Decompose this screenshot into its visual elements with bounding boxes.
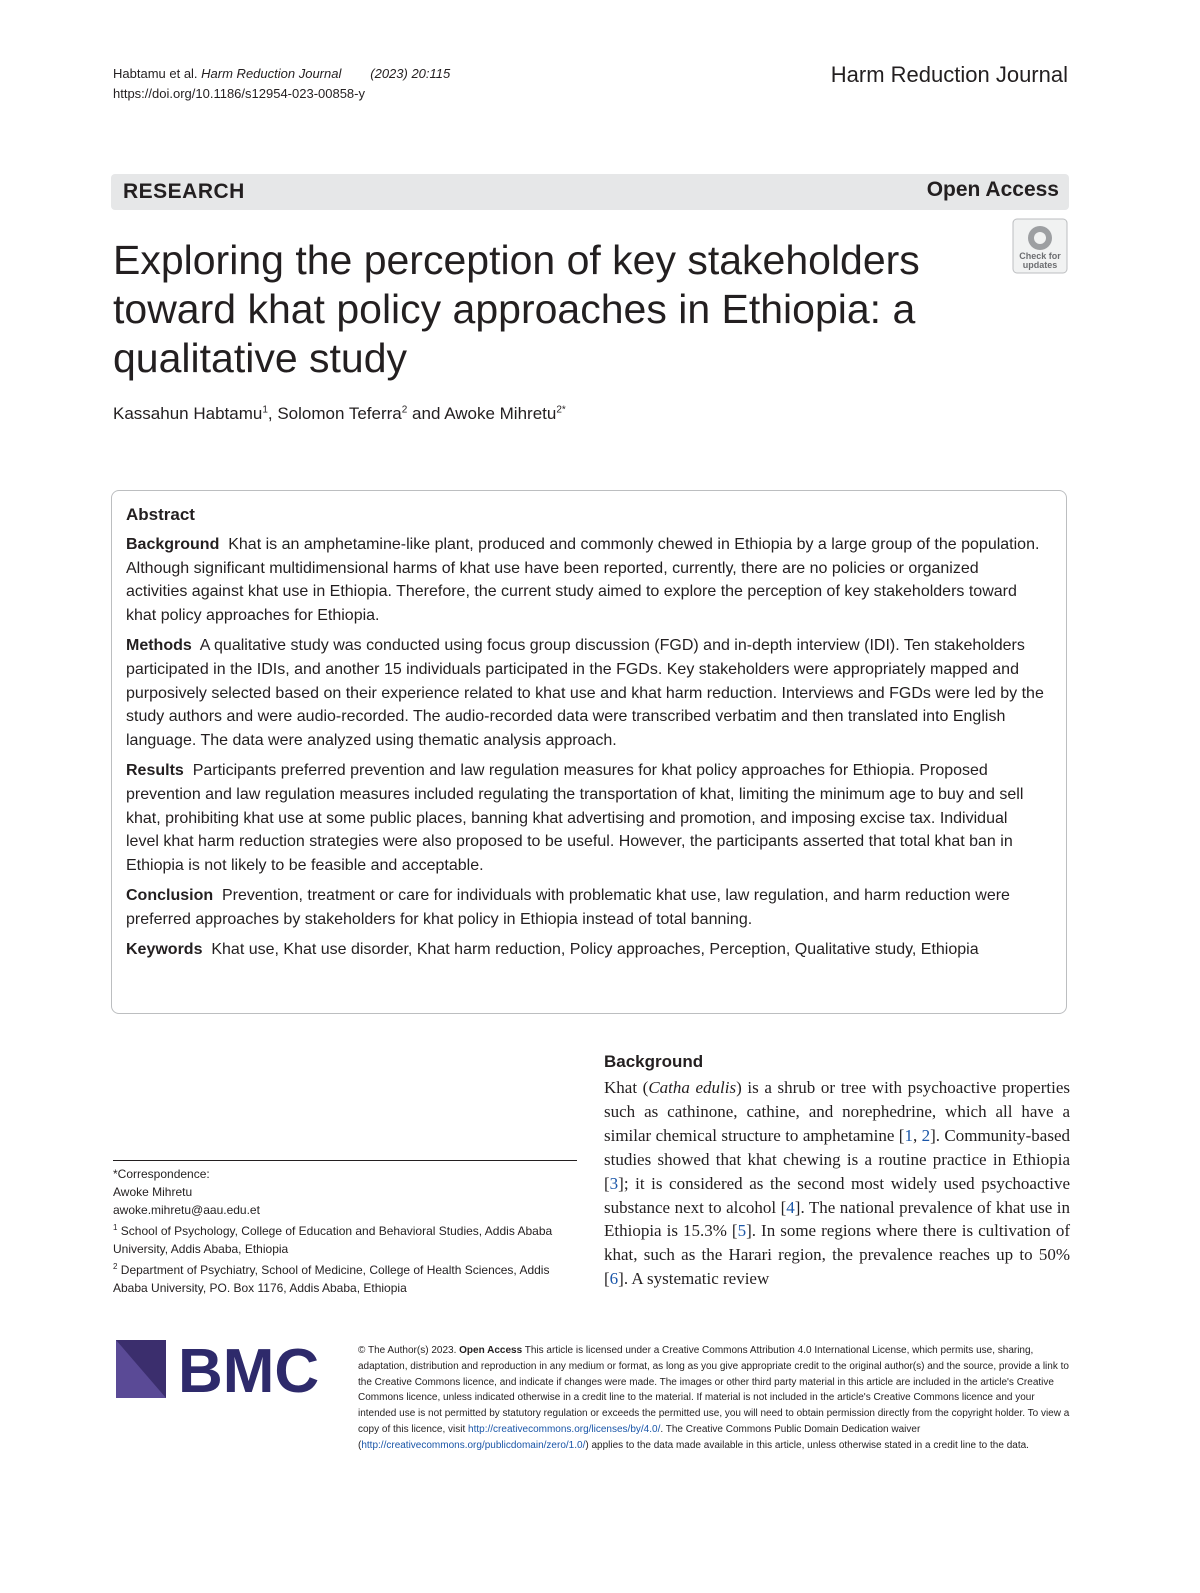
citation-link[interactable]: 5 xyxy=(737,1221,747,1241)
section-heading-background: Background xyxy=(604,1052,704,1071)
citation-link[interactable]: 4 xyxy=(786,1197,795,1217)
citation-year-volume: (2023) 20:115 xyxy=(370,66,451,81)
correspondence-name: Awoke Mihretu xyxy=(113,1185,193,1199)
abstract-methods xyxy=(126,634,1044,753)
body-text: ]. In some regions where there is cultivation of khat, such as the Harari region, the prevalence reaches up to 50% [ xyxy=(604,1221,1070,1289)
correspondence-block xyxy=(113,1160,577,1297)
section-text: A qualitative study was conducted using focus group discussion (FGD) and in-depth interview (IDI). Ten stakeholders participated in the IDIs, and another 15 individuals participated in the FGDs. Key stakeholders were appropriately mapped and purposively selected based on their experience related to khat use and khat harm reduction. Interviews and FGDs were led by the study authors and were audio-recorded. The audio-recorded data were transcribed verbatim and then translated into English language. The data were analyzed using thematic analysis approach. xyxy=(126,636,1044,750)
copyright-text: © The Author(s) 2023. xyxy=(358,1345,457,1356)
body-text: ]. A systematic review xyxy=(618,1269,770,1289)
citation-authors: Habtamu et al. xyxy=(113,66,198,81)
article-type-banner xyxy=(111,174,1069,210)
citation-line xyxy=(113,64,450,84)
correspondence-label: *Correspondence: xyxy=(113,1167,210,1181)
affiliation-1 xyxy=(113,1219,577,1258)
affiliation-marker: 2 xyxy=(113,1262,118,1271)
body-text: , xyxy=(912,1125,922,1145)
journal-name: Harm Reduction Journal xyxy=(830,62,1068,87)
license-link[interactable]: http://creativecommons.org/licenses/by/4.0/ xyxy=(468,1423,661,1435)
citation-link[interactable]: 1 xyxy=(904,1125,913,1145)
check-for-updates-icon[interactable] xyxy=(1012,218,1068,274)
background-paragraph xyxy=(604,1076,1070,1291)
section-label: Results xyxy=(126,761,184,779)
affiliation-2 xyxy=(113,1258,577,1297)
section-label: Keywords xyxy=(126,940,203,958)
affiliation-marker: 2 xyxy=(401,404,408,416)
affiliation-marker: 1 xyxy=(262,404,268,416)
publisher-logo-text: BMC xyxy=(178,1340,320,1398)
article-title: Exploring the perception of key stakeholders toward khat policy approaches in Ethiopia: a qualitative study xyxy=(113,237,920,381)
citation-header xyxy=(113,64,450,104)
license-notice xyxy=(358,1343,1070,1454)
citation-link[interactable]: 6 xyxy=(609,1269,619,1289)
article-type-label: RESEARCH xyxy=(123,180,245,203)
abstract-heading: Abstract xyxy=(126,505,195,524)
citation-journal: Harm Reduction Journal xyxy=(201,66,342,81)
affiliation-text: School of Psychology, College of Education and Behavioral Studies, Addis Ababa University, Addis Ababa, Ethiopia xyxy=(113,1224,553,1256)
abstract-keywords xyxy=(126,938,1044,962)
doi-link[interactable]: https://doi.org/10.1186/s12954-023-00858-y xyxy=(113,86,365,101)
species-name: Catha edulis xyxy=(648,1078,737,1097)
section-text: Khat is an amphetamine-like plant, produced and commonly chewed in Ethiopia by a large group of the population. Although significant multidimensional harms of khat use have been reported, currently, there are no policies or organized activities against khat use in Ethiopia. Therefore, the current study aimed to explore the perception of key stakeholders toward khat policy approaches for Ethiopia. xyxy=(126,535,1040,625)
body-text: ) is a shrub or tree with psychoactive properties such as cathinone, cathine, and norephedrine, which all have a similar chemical structure to amphetamine [ xyxy=(604,1078,1070,1145)
abstract-background xyxy=(126,533,1044,628)
author-separator: , xyxy=(267,404,278,423)
open-access-label: Open Access xyxy=(926,178,1059,201)
citation-link[interactable]: 3 xyxy=(609,1173,619,1193)
author-list xyxy=(113,404,566,424)
license-text: . The Creative Commons Public Domain Dedication waiver ( xyxy=(358,1423,921,1451)
section-text: Participants preferred prevention and law regulation measures for khat policy approaches for Ethiopia. Proposed prevention and law regulation measures included regulating the transportation of khat, limiting the minimum age to buy and sell khat, prohibiting khat use at some public places, banning khat advertising and promotion, and imposing excise tax. Individual level khat harm reduction strategies were also proposed to be useful. However, the participants asserted that total khat ban in Ethiopia is not likely to be feasible and acceptable. xyxy=(126,761,1024,875)
section-text: Prevention, treatment or care for individuals with problematic khat use, law regulation, and harm reduction were preferred approaches by stakeholders for khat policy in Ethiopia instead of total banning. xyxy=(126,886,1010,928)
section-text: Khat use, Khat use disorder, Khat harm reduction, Policy approaches, Perception, Qualitative study, Ethiopia xyxy=(211,940,979,958)
body-text: ]. Community-based studies showed that khat chewing is a routine practice in Ethiopia [ xyxy=(604,1125,1070,1193)
section-label: Methods xyxy=(126,636,192,654)
citation-link[interactable]: 2 xyxy=(921,1125,931,1145)
license-text: This article is licensed under a Creative Commons Attribution 4.0 International License, which permits use, sharing, adaptation, distribution and reproduction in any medium or format, as long as you give appropriate credit to the original author(s) and the source, provide a link to the Creative Commons licence, and indicate if changes were made. The images or other third party material in this article are included in the article's Creative Commons licence, unless indicated otherwise in a credit line to the material. If material is not included in the article's Creative Commons licence and your intended use is not permitted by statutory regulation or exceeds the permitted use, you will need to obtain permission directly from the copyright holder. To view a copy of this licence, visit xyxy=(358,1345,1070,1435)
author-name[interactable]: Solomon Teferra xyxy=(277,404,402,423)
author-separator: and xyxy=(407,404,445,423)
abstract-box xyxy=(111,490,1067,1014)
section-label: Conclusion xyxy=(126,886,214,904)
affiliation-marker: 1 xyxy=(113,1223,118,1232)
author-name[interactable]: Kassahun Habtamu xyxy=(113,404,263,423)
svg-text:Check for: Check for xyxy=(1019,251,1061,261)
svg-text:updates: updates xyxy=(1022,260,1058,270)
open-access-label: Open Access xyxy=(459,1345,523,1356)
bmc-logo xyxy=(116,1340,328,1398)
body-text: ]; it is considered as the second most widely used psychoactive substance next to alcohol [ xyxy=(604,1173,1070,1217)
body-text: Khat ( xyxy=(604,1078,649,1097)
author-name[interactable]: Awoke Mihretu xyxy=(444,404,557,423)
abstract-conclusion xyxy=(126,884,1044,932)
abstract-results xyxy=(126,759,1044,878)
license-link[interactable]: http://creativecommons.org/publicdomain/zero/1.0/ xyxy=(361,1439,586,1451)
body-text: ]. The national prevalence of khat use in Ethiopia is 15.3% [ xyxy=(604,1197,1070,1241)
license-text: ) applies to the data made available in this article, unless otherwise stated in a credit line to the data. xyxy=(585,1439,1029,1451)
section-label: Background xyxy=(126,535,220,553)
correspondence-email[interactable]: awoke.mihretu@aau.edu.et xyxy=(113,1203,260,1217)
affiliation-text: Department of Psychiatry, School of Medicine, College of Health Sciences, Addis Ababa University, PO. Box 1176, Addis Ababa, Ethiopia xyxy=(113,1263,550,1295)
affiliation-marker: 2* xyxy=(556,404,566,416)
